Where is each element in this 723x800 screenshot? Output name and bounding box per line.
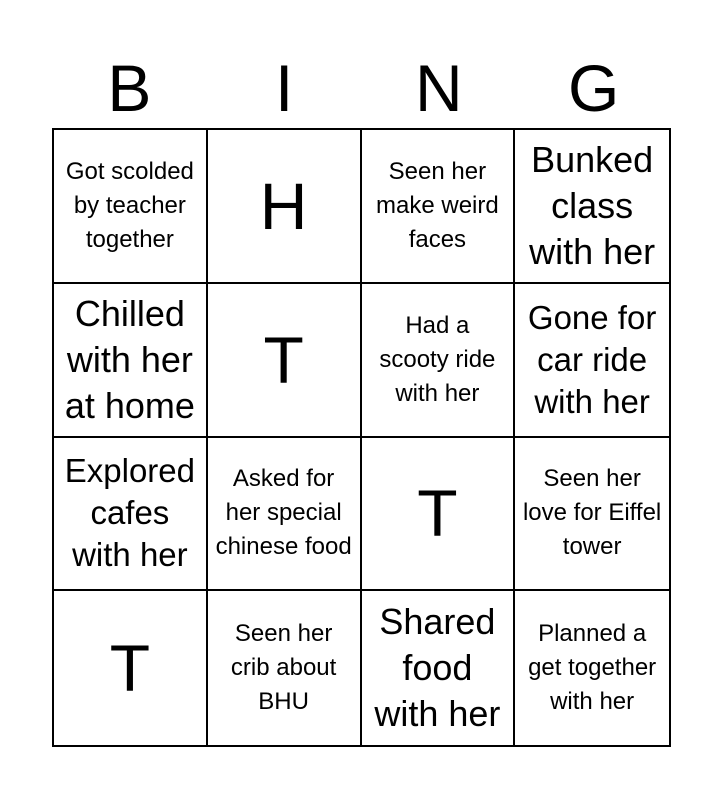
bingo-cell[interactable]: T: [362, 438, 516, 592]
bingo-cell[interactable]: Asked for her special chinese food: [208, 438, 362, 592]
bingo-cell[interactable]: T: [54, 591, 208, 745]
header-letter-i: I: [274, 51, 294, 125]
header-letter-b: B: [107, 51, 152, 125]
bingo-cell[interactable]: Seen her make weird faces: [362, 130, 516, 284]
bingo-cell[interactable]: Planned a get together with her: [528, 620, 657, 716]
bingo-cell[interactable]: Gone for car ride with her: [515, 284, 669, 438]
bingo-header: [52, 48, 671, 128]
bingo-cell[interactable]: Explored cafes with her: [54, 438, 208, 592]
bingo-cell[interactable]: Shared food with her: [362, 591, 516, 745]
bingo-cell[interactable]: Bunked class with her: [515, 130, 669, 284]
bingo-cell[interactable]: Chilled with her at home: [54, 284, 208, 438]
bingo-cell[interactable]: Got scolded by teacher together: [54, 130, 208, 284]
bingo-cell[interactable]: Had a scooty ride with her: [362, 284, 516, 438]
bingo-grid: [52, 128, 671, 747]
bingo-cell[interactable]: T: [208, 284, 362, 438]
bingo-cell[interactable]: Seen her love for Eiffel tower: [515, 438, 669, 592]
bingo-cell[interactable]: Seen her crib about BHU: [208, 591, 362, 745]
header-letter-n: N: [415, 51, 463, 125]
header-letter-g: G: [567, 51, 620, 125]
bingo-cell[interactable]: H: [208, 130, 362, 284]
